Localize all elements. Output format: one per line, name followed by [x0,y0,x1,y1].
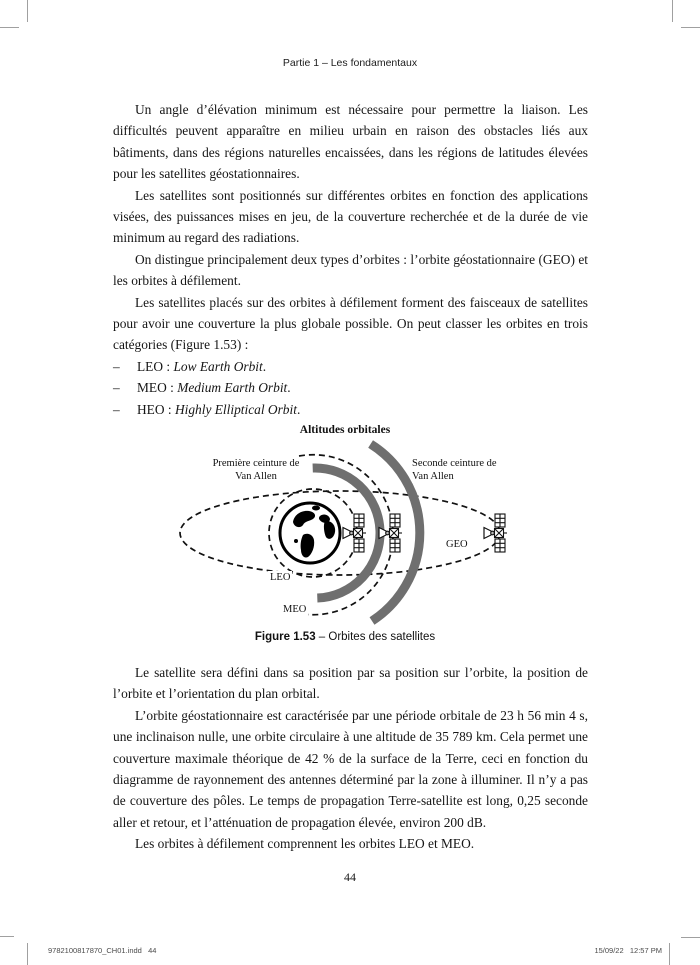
crop-mark-top-right-v [672,0,673,22]
print-slug-datetime: 15/09/22 12:57 PM [594,946,662,955]
paragraph-orbit-types: On distingue principalement deux types d’orbites : l’orbite géostationnaire (GEO) et les orbites à défilement. [113,251,588,289]
orbit-name: Highly Elliptical Orbit [174,401,297,417]
orbit-name: Low Earth Orbit [173,358,263,374]
paragraph-categories: Les satellites placés sur des orbites à défilement forment des faisceaux de satellites pour avoir une couverture la plus globale possible. On peut classer les orbites en trois catégories (Figure 1.53) : [113,294,588,353]
crop-mark-bottom-left-h [0,936,14,937]
list-dash: – [113,358,120,374]
orbit-separator: : [164,401,175,417]
orbit-acronym: HEO [137,401,165,417]
first-belt-label-line1: Première ceinture de [212,458,300,469]
figure-1-53 [150,423,540,655]
paragraph-geo-characteristics: L’orbite géostationnaire est caractérisée par une période orbitale de 23 h 56 min 4 s, une inclinaison nulle, une orbite circulaire à une altitude de 35 789 km. Cela permet une couverture maximale théorique de 42 % de la surface de la Terre, ceci en fonction du diagramme de rayonnement des antennes déterminé par la zone à illuminer. Il n’y a pas de couverture des pôles. Le temps de propagation Terre-satellite est long, 0,25 seconde aller et retour, et l’atténuation de propagation élevée, environ 200 dB. [113,707,588,830]
crop-mark-top-left-v [27,0,28,22]
orbit-name: Medium Earth Orbit [177,380,288,396]
orbit-period: . [296,401,301,417]
text-section-lower [113,662,588,855]
orbit-period: . [262,358,267,374]
paragraph-defilement: Les orbites à défilement comprennent les orbites LEO et MEO. [135,836,475,852]
geo-satellite-icon [484,514,507,552]
paragraph-satellite-position: Le satellite sera défini dans sa position par sa position sur l’orbite, la position de l’orbite et l’orientation du plan orbital. [113,665,588,702]
crop-mark-bottom-left-v [27,943,28,965]
crop-mark-top-right-h [681,27,700,28]
crop-mark-top-left-h [0,27,19,28]
running-head: Partie 1 – Les fondamentaux [282,57,418,69]
first-belt-label-line2: Van Allen [235,471,277,482]
figure-title: Altitudes orbitales [299,424,391,436]
page-number: 44 [344,870,356,884]
earth-icon [280,503,340,563]
paragraph-elevation: Un angle d’élévation minimum est nécessaire pour permettre la liaison. Les difficultés peuvent apparaître en milieu urbain en raison des obstacles liés aux bâtiments, dans des régions naturelles encaissées, dans les régions de latitudes élevées pour les satellites géostationnaires. [113,102,588,182]
list-dash: – [113,380,120,396]
orbit-acronym: LEO [137,358,164,374]
first-belt-label [202,457,310,483]
orbit-separator: : [166,380,178,396]
figure-caption [150,631,540,643]
print-slug-filename: 9782100817870_CH01.indd 44 [48,946,157,955]
list-dash: – [113,401,120,417]
leo-label: LEO [270,572,291,583]
leo-satellite-icon [343,514,366,552]
crop-mark-bottom-right-h [681,937,700,938]
second-belt-label-line2: Van Allen [412,471,454,482]
paragraph-positioning: Les satellites sont positionnés sur différentes orbites en fonction des applications visées, des puissances mises en jeu, de la couverture recherchée et de la durée de vie minimum au regard des radiations. [113,187,588,246]
list-item-leo [113,356,588,377]
figure-caption-number: Figure 1.53 [254,631,316,643]
second-belt-label [412,457,520,483]
orbit-separator: : [163,358,174,374]
geo-label: GEO [446,539,468,550]
figure-caption-text: – Orbites des satellites [315,631,436,643]
second-belt-label-line1: Seconde ceinture de [412,458,497,469]
orbits-diagram [150,423,540,628]
text-section-upper [113,99,588,420]
list-item-meo [113,377,588,398]
meo-label: MEO [283,604,307,615]
orbit-period: . [287,380,291,396]
orbit-acronym: MEO [137,380,167,396]
list-item-heo [113,399,588,420]
crop-mark-bottom-right-v [669,943,670,965]
